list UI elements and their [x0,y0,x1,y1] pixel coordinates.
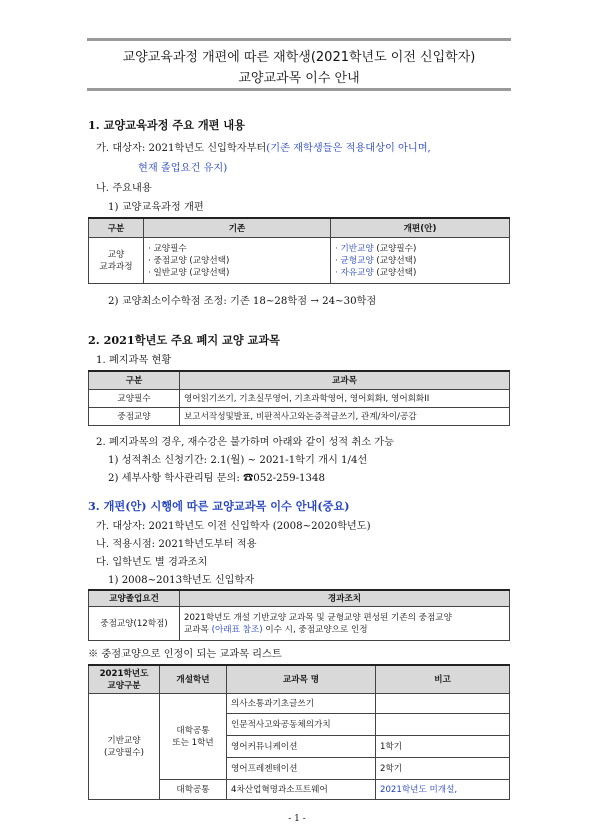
new-item-name: · 기반교양 [335,244,374,254]
measure-text: 교과목 [184,625,212,635]
th-course: 교과목 [180,371,510,389]
section1-target [96,139,431,154]
transition-table [88,589,510,641]
course-name: 의사소통과기초글쓰기 [227,693,376,713]
th-division [89,665,160,693]
section1-target-note2: 현재 졸업요건 유지) [138,163,228,174]
cell-new [331,237,510,283]
section1-target-note: (기존 재학생들은 적용대상이 아니며, [266,143,431,154]
new-item-note: (교양선택) [373,268,417,278]
section2-sub2: 2. 폐지과목의 경우, 재수강은 불가하며 아래와 같이 성적 취소 가능 [96,437,394,448]
new-item [335,254,505,266]
page-title-line1: 교양교육과정 개편에 따른 재학생(2021학년도 이전 신입학자) [122,50,476,65]
cell-category [89,237,144,283]
th-requirement: 교양졸업요건 [89,590,180,606]
section3-target: 가. 대상자: 2021학년도 이전 신입학자 (2008~2020학년도) [96,521,371,532]
new-item [335,266,505,278]
curriculum-table [88,217,510,284]
new-item-note: (교양선택) [373,256,417,266]
cell-semester [160,693,227,779]
course-note [376,713,510,735]
course-note: 2021학년도 미개설, [376,779,510,799]
row-courses: 영어읽기쓰기, 기초실무영어, 기초과학영어, 영어회화I, 영어회화II [180,389,510,407]
th-note: 비고 [376,665,510,693]
section2-sub1: 1. 폐지과목 현황 [96,355,172,366]
page-title-line2: 교양교과목 이수 안내 [238,71,360,86]
title-top-rule [87,38,511,41]
th-category: 구분 [89,218,144,237]
section1-sub2: 2) 교양최소이수학점 조정: 기존 18~28학점 → 24~30학점 [108,296,377,307]
division-line1: 기반교양 [107,736,141,746]
th-division-line1: 2021학년도 [99,669,149,680]
section2-item1: 1) 성적취소 신청기간: 2.1(월) ~ 2021-1학기 개시 1/4선 [108,455,368,466]
th-division-line2: 교양구분 [107,681,141,692]
recognized-courses-table [88,664,510,800]
section1-sub1: 1) 교양교육과정 개편 [108,202,204,213]
abolished-courses-table [88,370,510,426]
measure-text: 이수 시, 중점교양으로 인정 [262,625,368,635]
table-row [89,693,510,713]
section3-sub1: 1) 2008~2013학년도 신입학자 [108,575,255,586]
course-name: 4차산업혁명과소프트웨어 [227,779,376,799]
category-line2: 교과과정 [99,262,133,272]
section1-main-content: 나. 주요내용 [96,183,152,194]
measure-line1: 2021학년도 개설 기반교양 교과목 및 균형교양 편성된 기존의 중점교양 [184,613,452,623]
th-measure: 경과조치 [180,590,510,606]
th-new: 개편(안) [331,218,510,237]
old-item: · 교양필수 [148,244,187,254]
cell-requirement: 중점교양(12학점) [89,606,180,640]
cell-division [89,693,160,799]
new-item-note: (교양필수) [373,244,417,254]
division-line2: (교양필수) [104,748,144,758]
section3-heading: 3. 개편(안) 시행에 따른 교양교과목 이수 안내(중요) [88,499,350,513]
cell-semester: 대학공통 [160,779,227,799]
old-item: · 일반교양 (교양선택) [148,268,230,278]
section3-apply: 나. 적용시점: 2021학년도부터 적용 [96,539,257,550]
course-name: 인문적사고와공동체의가치 [227,713,376,735]
section1-target-text: 가. 대상자: 2021학년도 신입학자부터 [96,143,267,154]
semester-line2: 또는 1학년 [172,738,214,748]
course-note: 2학기 [376,757,510,779]
new-item-name: · 균형교양 [335,256,374,266]
semester-line1: 대학공통 [176,726,210,736]
th-category: 구분 [89,371,180,389]
row-category: 중점교양 [89,407,180,425]
cell-old [144,237,331,283]
cell-measure [180,606,510,640]
table-row [89,389,510,407]
title-bottom-rule [87,88,511,91]
th-old: 기존 [144,218,331,237]
page-number: - 1 - [288,814,306,824]
category-line1: 교양 [107,250,125,260]
section2-item2: 2) 세부사항 학사관리팀 문의: ☎052-259-1348 [108,473,325,484]
th-course-name: 교과목 명 [227,665,376,693]
section3-note: ※ 중점교양으로 인정이 되는 교과목 리스트 [88,649,282,660]
new-item [335,242,505,254]
th-semester: 개설학년 [160,665,227,693]
course-note: 1학기 [376,735,510,757]
measure-line2 [184,623,505,635]
course-note [376,693,510,713]
section2-heading: 2. 2021학년도 주요 폐지 교양 교과목 [88,333,280,347]
new-item-name: · 자유교양 [335,268,374,278]
old-item: · 중점교양 (교양선택) [148,256,230,266]
course-name: 영어커뮤니케이션 [227,735,376,757]
section1-heading: 1. 교양교육과정 주요 개편 내용 [88,118,245,132]
measure-ref: (아래표 참조) [211,625,263,635]
row-courses: 보고서작성및발표, 비판적사고와논증적글쓰기, 관계/차이/공감 [180,407,510,425]
row-category: 교양필수 [89,389,180,407]
course-name: 영어프레젠테이션 [227,757,376,779]
table-row [89,407,510,425]
section3-measures: 다. 입학년도 별 경과조치 [96,557,208,568]
